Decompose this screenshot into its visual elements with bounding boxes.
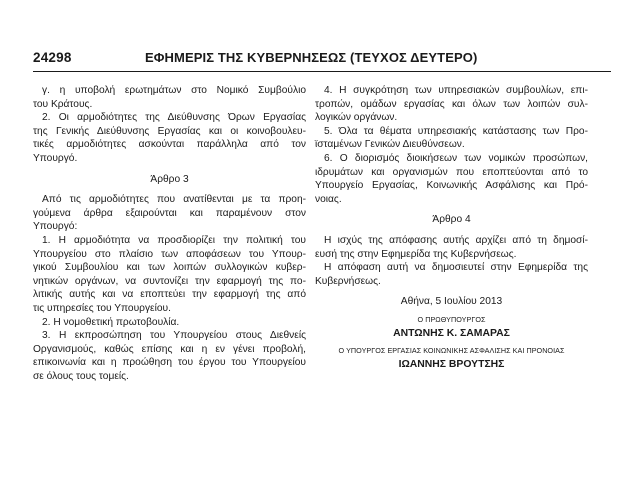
article-3-heading: Άρθρο 3 (150, 173, 189, 185)
text-line: 2. Οι αρμοδιότητες της Διεύθυνσης Όρων Εργασίας (42, 112, 306, 124)
text-line: τροπών, ομάδων εργασίας και όλων των λοιπών συλ- (315, 98, 588, 110)
text-line: Υπουργό: (33, 221, 78, 233)
text-line: 5. Όλα τα θέματα υπηρεσιακής κατάστασης των Προ- (324, 125, 588, 137)
page-header (33, 50, 611, 70)
text-line: ευσή της στην Εφημερίδα της Κυβερνήσεως. (315, 248, 517, 260)
text-line: Υπουργείο Εργασίας, Κοινωνικής Ασφάλισης και Πρό- (315, 180, 588, 192)
text-line: 3. Η εκπροσώπηση του Υπουργείου στους Διεθνείς (42, 330, 306, 342)
text-line: τις υπηρεσίες του Υπουργείου. (33, 302, 171, 314)
text-line: επικοινωνία και η προώθηση του έργου του Υπουργείου (33, 357, 306, 369)
minister-name: ΙΩΑΝΝΗΣ ΒΡΟΥΤΣΗΣ (398, 358, 505, 370)
text-line: Από τις αρμοδιότητες που ανατίθενται με τα προη- (42, 194, 306, 206)
text-line: ιδρυμάτων και οργανισμών που εποπτεύονται από το (315, 166, 588, 178)
text-line: ϊσταμένων Γενικών Διευθύνσεων. (315, 139, 465, 151)
text-line: λογικών οργάνων. (315, 112, 398, 124)
text-line: Κυβερνήσεως. (315, 275, 381, 287)
left-column (33, 84, 306, 383)
text-line: 6. Ο διορισμός διοικήσεων των νομικών προσώπων, (324, 152, 588, 164)
pm-title: Ο ΠΡΩΘΥΠΟΥΡΓΟΣ (417, 314, 486, 324)
text-line: της Γενικής Διεύθυνσης Εργασίας και οι κοινοβουλευ- (33, 125, 306, 137)
minister-title: Ο ΥΠΟΥΡΓΟΣ ΕΡΓΑΣΙΑΣ ΚΟΙΝΩΝΙΚΗΣ ΑΣΦΑΛΙΣΗΣ ΚΑΙ ΠΡΟΝΟΙΑΣ (338, 346, 565, 356)
text-line: Υπουργό. (33, 152, 78, 164)
text-line: Η απόφαση αυτή να δημοσιευτεί στην Εφημερίδα της (324, 262, 588, 274)
place-date: Αθήνα, 5 Ιουλίου 2013 (400, 296, 503, 308)
text-line: λιτικής αυτής και να εποπτεύει την εφαρμογή της από (33, 289, 306, 301)
right-column (315, 84, 588, 371)
text-line: νητικών οργάνων, να συντονίζει την εφαρμογή της πο- (33, 275, 306, 287)
text-line: Οργανισμούς, καθώς επίσης και η εν γένει προβολή, (33, 343, 306, 355)
text-line: 4. Η συγκρότηση των υπηρεσιακών συμβουλίων, επι- (324, 85, 588, 96)
text-line: του Κράτους. (33, 98, 93, 110)
article-4-heading: Άρθρο 4 (432, 214, 471, 226)
text-line: νοιας. (315, 193, 342, 205)
text-line: 2. Η νομοθετική πρωτοβουλία. (42, 316, 180, 328)
header-divider (33, 71, 611, 72)
text-line: τικές αρμοδιότητες ασκούνται παράλληλα από τον (33, 139, 306, 151)
text-line: Η ισχύς της απόφασης αυτής αρχίζει από τη δημοσί- (324, 234, 588, 246)
text-line: γ. η υποβολή ερωτημάτων στο Νομικό Συμβούλιο (42, 85, 306, 96)
pm-name: ΑΝΤΩΝΗΣ Κ. ΣΑΜΑΡΑΣ (393, 327, 510, 339)
text-line: Υπουργείου στο πλαίσιο των αποφάσεων του Υπουρ- (33, 248, 306, 260)
page-number: 24298 (33, 50, 72, 65)
text-line: 1. Η αρμοδιότητα να προσδιορίζει την πολιτική του (42, 234, 306, 246)
text-line: σε όλους τους τομείς. (33, 370, 129, 382)
gazette-title: ΕΦΗΜΕΡΙΣ ΤΗΣ ΚΥΒΕΡΝΗΣΕΩΣ (ΤΕΥΧΟΣ ΔΕΥΤΕΡΟ) (145, 50, 478, 65)
text-line: γούμενα άρθρα εξαιρούνται και παραμένουν στον (33, 207, 306, 219)
text-line: γικού Συμβουλίου και των λοιπών συλλογικών κυβερ- (33, 262, 306, 274)
